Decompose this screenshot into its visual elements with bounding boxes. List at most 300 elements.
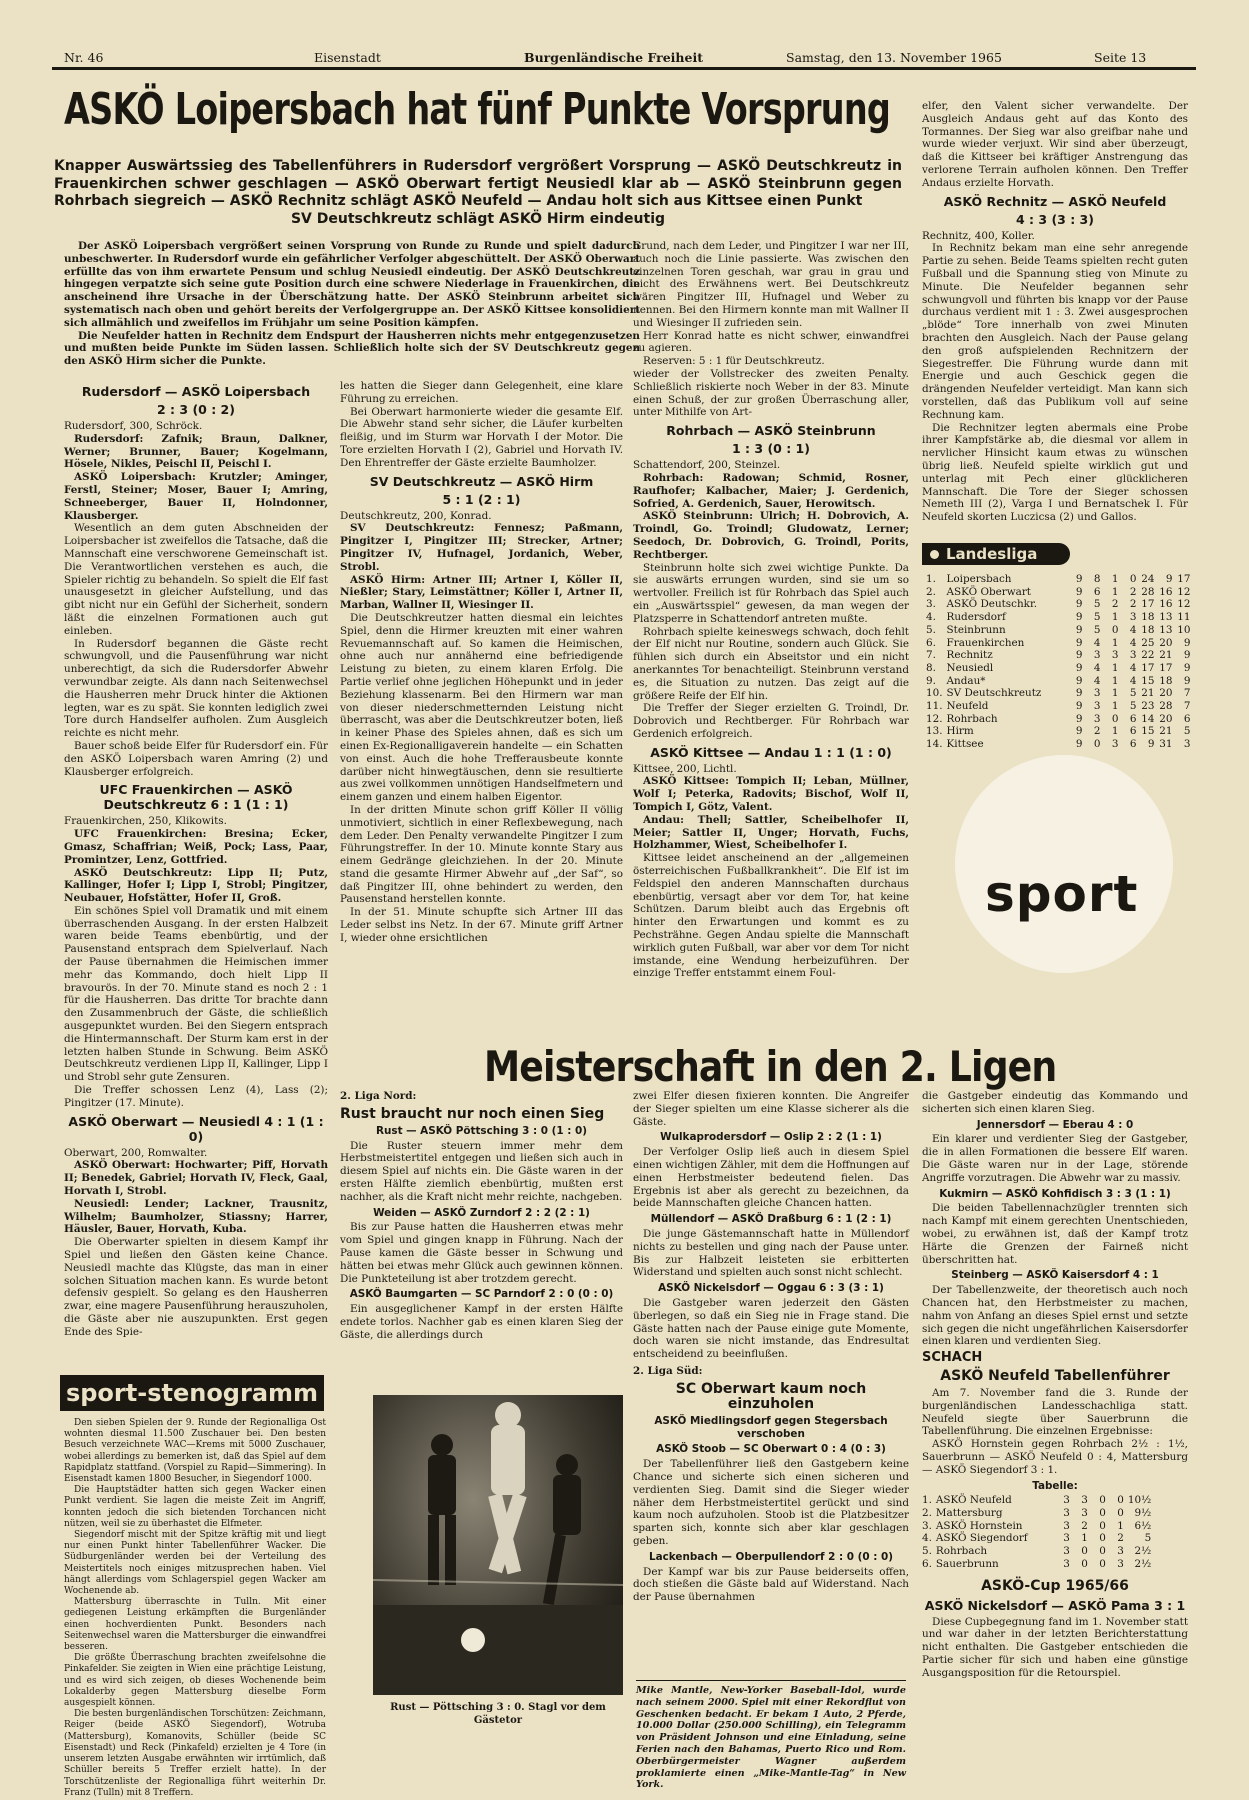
table-cell: 20 bbox=[1159, 687, 1173, 700]
column-3 bbox=[633, 240, 909, 1030]
paper-name: Burgenländische Freiheit bbox=[524, 50, 703, 65]
table-cell: 1 bbox=[1111, 611, 1119, 624]
table-cell: 22 bbox=[1141, 649, 1155, 662]
table-cell: 9 bbox=[1075, 649, 1083, 662]
table-cell: 9 bbox=[1075, 674, 1083, 687]
match-title: Kukmirn — ASKÖ Kohfidisch 3 : 3 (1 : 1) bbox=[939, 1187, 1171, 1200]
team-name: Steinbrunn bbox=[946, 623, 1006, 636]
team-name: SV Deutschkreutz bbox=[946, 687, 1042, 700]
paragraph: ASKÖ Oberwart: Hochwarter; Piff, Horvath II; Benedek, Gabriel; Horvath IV, Fleck, Gaal, Horvath I, Strobl. bbox=[64, 1159, 328, 1198]
page-header bbox=[64, 50, 1194, 66]
table-cell: 3 bbox=[1183, 738, 1191, 751]
team-name: Loipersbach bbox=[946, 573, 1012, 585]
table-cell: 9 bbox=[1075, 712, 1083, 725]
league-banner bbox=[922, 543, 1070, 565]
paragraph: Bauer schoß beide Elfer für Rudersdorf ein. Für den ASKÖ Loipersbach waren Amring (2) und Klausberger erfolgreich. bbox=[64, 739, 328, 778]
issue-number: Nr. 46 bbox=[64, 50, 104, 65]
table-cell: 0 bbox=[1099, 1557, 1106, 1570]
table-cell: 9 bbox=[1075, 585, 1083, 598]
table-cell: 3 bbox=[1093, 649, 1101, 662]
table-cell: 13. bbox=[926, 725, 943, 738]
table-cell: 0 bbox=[1117, 1494, 1124, 1507]
table-row bbox=[926, 738, 1195, 751]
table-cell: 3 bbox=[1063, 1507, 1070, 1520]
table-cell: 20 bbox=[1159, 636, 1173, 649]
table-cell: 24 bbox=[1141, 573, 1155, 585]
paragraph: Die Treffer der Sieger erzielten G. Troindl, Dr. Dobrovich und Rechtberger. Für Rohrbach war Gerdenich erfolgreich. bbox=[633, 702, 909, 740]
article-title: ASKÖ Neufeld Tabellenführer bbox=[940, 1367, 1170, 1384]
table-cell: 9 bbox=[1075, 636, 1083, 649]
table-cell: 18 bbox=[1141, 623, 1155, 636]
table-cell: 13 bbox=[1159, 623, 1173, 636]
team-name: Rohrbach bbox=[946, 712, 998, 725]
table-cell: 5 bbox=[1093, 598, 1101, 611]
match-title: Steinberg — ASKÖ Kaisersdorf 4 : 1 bbox=[951, 1269, 1159, 1282]
sport-logo-circle bbox=[955, 755, 1173, 973]
match-title: UFC Frauenkirchen — ASKÖ Deutschkreutz 6 : 1 (1 : 1) bbox=[99, 782, 293, 813]
paragraph: Diese Cupbegegnung fand im 1. November statt und war daher in der letzten Berichterstattung nicht enthalten. Die Gastgeber entschieden die Partie sicher für sich und haben eine günstige Ausgangsposition für die Retourspiel. bbox=[922, 1615, 1188, 1679]
table-cell: 3 bbox=[1117, 1545, 1124, 1558]
lead-paragraph: Der ASKÖ Loipersbach vergrößert seinen Vorsprung von Runde zu Runde und spielt dadurch unbeschwerter. In Rudersdorf wurde ein gefährlicher Verfolger abgeschüttelt. Der ASKÖ Oberwart erfüllte das von ihm erwartete Pensum und schlug Neusiedl eindeutig. Der ASKÖ Deutschkreutz hingegen verpatzte sich seine gute Position durch eine schwere Niederlage in Frauenkirchen, die anscheinend ihre Ursache in der Überschätzung hatte. Der ASKÖ Steinbrunn arbeitet sich systematisch nach oben und gehört bereits der Verfolgergruppe an. Der ASKÖ Kittsee konsolidiert sich allmählich und zweifellos im Frühjahr um seine Position kämpfen. bbox=[64, 240, 641, 329]
paragraph: Oberwart, 200, Romwalter. bbox=[64, 1146, 208, 1159]
table-cell: 6 bbox=[1129, 738, 1137, 751]
table-cell: 9 bbox=[1075, 700, 1083, 713]
table-cell: 1 bbox=[1111, 700, 1119, 713]
table-cell: 21 bbox=[1159, 725, 1173, 738]
issue-date: Samstag, den 13. November 1965 bbox=[786, 50, 1002, 65]
match-title: Weiden — ASKÖ Zurndorf 2 : 2 (2 : 1) bbox=[373, 1206, 590, 1219]
league-banner-label: Landesliga bbox=[946, 545, 1038, 563]
page-number: Seite 13 bbox=[1094, 50, 1147, 65]
table-cell: 8. bbox=[926, 661, 936, 674]
table-row bbox=[926, 687, 1195, 700]
liga-column-4 bbox=[922, 1090, 1188, 1795]
paragraph: wieder der Vollstrecker des zweiten Penalty. Schließlich riskierte noch Weber in der 83. Minute einen Schuß, der zur großen Überraschung aller, unter Mithilfe von Art- bbox=[633, 367, 909, 419]
match-title: ASKÖ Baumgarten — SC Parndorf 2 : 0 (0 : 0) bbox=[349, 1288, 614, 1301]
table-cell: 17 bbox=[1141, 661, 1155, 674]
chess-label: SCHACH bbox=[922, 1350, 983, 1366]
deck bbox=[54, 158, 902, 228]
table-cell: 7. bbox=[926, 649, 936, 662]
table-cell: 8 bbox=[1093, 573, 1101, 585]
table-cell: 3 bbox=[1093, 712, 1101, 725]
match-title: Wulkaprodersdorf — Oslip 2 : 2 (1 : 1) bbox=[660, 1131, 882, 1144]
paragraph: Mattersburg überraschte in Tulln. Mit einer gediegenen Leistung erkämpften die Burgenländer einen hochverdienten Punkt. Besonders nach Seitenwechsel waren die Mattersburger die einwandfrei besseren. bbox=[64, 1597, 326, 1653]
photo-caption: Rust — Pöttsching 3 : 0. Stagl vor dem Gästetor bbox=[390, 1702, 606, 1726]
table-cell: 11 bbox=[1177, 611, 1191, 624]
table-cell: 9 bbox=[1165, 573, 1173, 585]
paragraph: Die größte Überraschung brachten zweifelsohne die Pinkafelder. Sie zeigten in Wien eine prächtige Leistung, und es wird sich zeigen, ob dieses Wochenende beim Lokalderby gegen Mattersburg dieselbe Form ausgespielt können. bbox=[64, 1653, 326, 1709]
table-cell: 23 bbox=[1141, 700, 1155, 713]
table-cell: 7 bbox=[1183, 700, 1191, 713]
table-cell: 18 bbox=[1141, 611, 1155, 624]
paragraph: ASKÖ Hirm: Artner III; Artner I, Köller II, Nießler; Stary, Leimstättner; Köller I, Artner II, Marban, Wallner II, Wiesinger II. bbox=[340, 573, 623, 612]
table-cell: 2. bbox=[926, 585, 936, 598]
table-cell: 0 bbox=[1099, 1507, 1106, 1520]
table-cell: 6 bbox=[1129, 725, 1137, 738]
table-cell: 6. bbox=[926, 636, 936, 649]
paragraph: Die Gastgeber waren jederzeit den Gästen überlegen, so daß ein Sieg nie in Frage stand. Die Gäste hatten nach der Pause einige gute Momente, doch waren sie nicht imstande, das Endresultat entscheidend zu beeinflußen. bbox=[633, 1296, 909, 1361]
team-name: ASKÖ Oberwart bbox=[946, 585, 1031, 598]
table-cell: 28 bbox=[1159, 700, 1173, 713]
table-cell: 3 bbox=[1063, 1532, 1070, 1545]
table-cell: 9. bbox=[926, 674, 936, 687]
team-name: Rudersdorf bbox=[946, 611, 1006, 624]
table-cell: 5 bbox=[1144, 1532, 1152, 1545]
mantle-caption: Mike Mantle, New-Yorker Baseball-Idol, wurde nach seinem 2000. Spiel mit einer Rekordflut von Geschenken bedacht. Er bekam 1 Auto, 2 Pferde, 10.000 Dollar (250.000 Schilling), ein Telegramm von Präsident Johnson und eine Einladung, seine Ferien nach den Bahamas, Puerto Rico und Rom. Oberbürgermeister Wagner außerdem proklamierte einen „Mike-Mantle-Tag“ in New York. bbox=[636, 1685, 906, 1791]
table-cell: 3 bbox=[1093, 687, 1101, 700]
team-name: ASKÖ Hornstein bbox=[935, 1519, 1023, 1532]
table-cell: 2 bbox=[1093, 725, 1101, 738]
match-title: Rohrbach — ASKÖ Steinbrunn bbox=[666, 423, 876, 439]
table-cell: 9 bbox=[1075, 725, 1083, 738]
team-name: Kittsee bbox=[946, 738, 984, 751]
table-row bbox=[926, 624, 1195, 637]
table-cell: 1 bbox=[1111, 725, 1119, 738]
table-row bbox=[926, 573, 1195, 586]
table-row bbox=[926, 713, 1195, 726]
table-cell: 3 bbox=[1093, 700, 1101, 713]
table-cell: 9 bbox=[1075, 611, 1083, 624]
table-cell: 0 bbox=[1081, 1557, 1088, 1570]
table-cell: 6 bbox=[1093, 585, 1101, 598]
liga-nord-column bbox=[340, 1090, 623, 1395]
team-name: Andau* bbox=[946, 674, 986, 687]
match-title: SV Deutschkreutz — ASKÖ Hirm bbox=[369, 473, 594, 489]
table-cell: 4. bbox=[922, 1532, 932, 1545]
deck-main: Knapper Auswärtssieg des Tabellenführers in Rudersdorf vergrößert Vorsprung — ASKÖ Deutschkreutz in Frauenkirchen schwer geschlagen — ASKÖ Oberwart fertigt Neusiedl klar ab — ASKÖ Steinbrunn gegen Rohrbach siegreich — ASKÖ Rechnitz schlägt ASKÖ Neufeld — Andau holt sich aus Kittsee einen Punkt bbox=[54, 158, 902, 209]
table-cell: 9½ bbox=[1134, 1507, 1152, 1520]
table-cell: 15 bbox=[1141, 725, 1155, 738]
table-cell: 3 bbox=[1129, 611, 1137, 624]
paragraph: Bei Oberwart harmonierte wieder die gesamte Elf. Die Abwehr stand sehr sicher, die Läufer kurbelten fleißig, und im Sturm war Horvath I der Motor. Die Tore erzielten Horvath I (2), Gabriel und Horvath IV. Den Ehrentreffer der Gäste erzielte Baumholzer. bbox=[340, 405, 623, 469]
table-row bbox=[922, 1532, 1155, 1545]
table-cell: 3 bbox=[1117, 1557, 1124, 1570]
table-cell: 9 bbox=[1183, 649, 1191, 662]
match-photo bbox=[373, 1395, 623, 1695]
liga-column-3 bbox=[633, 1090, 909, 1690]
table-cell: 9 bbox=[1183, 636, 1191, 649]
paragraph: Die Hauptstädter hatten sich gegen Wacker einen Punkt verdient. Sie lagen die meiste Zeit im Angriff, konnten jedoch die sich bietenden Torchancen nicht nützen, weil sie zu überhastet die Elfmeter. bbox=[64, 1485, 326, 1529]
table-cell: 0 bbox=[1093, 738, 1101, 751]
table-cell: 3 bbox=[1081, 1494, 1088, 1507]
table-cell: 1 bbox=[1111, 636, 1119, 649]
table-row bbox=[922, 1494, 1155, 1507]
table-cell: 14. bbox=[926, 738, 943, 751]
table-cell: 2½ bbox=[1134, 1557, 1152, 1570]
paragraph: Bis zur Pause hatten die Hausherren etwas mehr vom Spiel und gingen knapp in Führung. Nach der Pause kamen die Gäste besser in Schwung und hätten bei etwas mehr Glück auch gewinnen können. Die Punkteteilung ist aber trotzdem gerecht. bbox=[340, 1221, 623, 1285]
table-cell: 5. bbox=[926, 623, 936, 636]
group-label: 2. Liga Süd: bbox=[633, 1364, 703, 1377]
table-cell: 10½ bbox=[1127, 1494, 1152, 1507]
table-cell: 4 bbox=[1129, 636, 1137, 649]
column-1 bbox=[64, 380, 328, 1395]
table-cell: 31 bbox=[1159, 738, 1173, 751]
table-row bbox=[926, 675, 1195, 688]
match-title: ASKÖ Oberwart — Neusiedl 4 : 1 (1 : 0) bbox=[68, 1113, 324, 1144]
team-name: Sauerbrunn bbox=[935, 1557, 999, 1570]
table-cell: 3 bbox=[1111, 649, 1119, 662]
paragraph: Reserven: 5 : 1 für Deutschkreutz. bbox=[643, 355, 825, 368]
column-4 bbox=[922, 100, 1188, 540]
table-cell: 9 bbox=[1075, 738, 1083, 751]
table-cell: 0 bbox=[1111, 623, 1119, 636]
paragraph: ASKÖ Deutschkreutz: Lipp II; Putz, Kallinger, Hofer I; Lipp I, Strobl; Pingitzer, Neubauer, Hofstätter, Hofer II, Groß. bbox=[64, 866, 328, 905]
paragraph: Frauenkirchen, 250, Klikowits. bbox=[64, 815, 227, 828]
paragraph: Die Deutschkreutzer hatten diesmal ein leichtes Spiel, denn die Hirmer kreuzten mit einer wahren Revuemannschaft auf. So kamen die Heimischen, ohne auch nur annähernd eine befriedigende Leistung zu bieten, zu einem klaren Erfolg. Die Partie verlief ohne jeglichen Höhepunkt und in jeder Beziehung klassenarm. Bei den Hirmern war man von dieser niederschmetternden Leistung nicht überrascht, was aber die Deutschkreutzer boten, ließ in keiner Phase des Spieles ahnen, daß es sich um einen Ex-Regionalligaverein handelte — ein Schatten von einst. Auch die hohe Trefferausbeute konnte darüber nicht hinwegtäuschen, denn sie resultierte aus zwei vollkommen unnötigen Handselfmetern und einem ganzen und einem halben Eigentor. bbox=[340, 611, 623, 804]
table-cell: 1 bbox=[1117, 1519, 1124, 1532]
table-cell: 3 bbox=[1111, 738, 1119, 751]
paragraph: Grund, nach dem Leder, und Pingitzer I war ner III, auch noch die Linie passierte. Was zwischen den einzelnen Toren geschah, war grau in grau und nicht des Erwähnens wert. Bei Deutschkreutz wären Pingitzer III, Hufnagel und Weber zu nennen. Bei den Hirmern konnte man mit Wallner II und Wiesinger II zufrieden sein. bbox=[633, 240, 909, 329]
paragraph: Wesentlich an dem guten Abschneiden der Loipersbacher ist zweifellos die Tatsache, daß die Mannschaft eine verschworene Gemeinschaft ist. Die Verantwortlichen verstehen es auch, die Spieler richtig zu behandeln. So spielt die Elf fast unausgesetzt in gleicher Aufstellung, und das gibt nicht nur ein Gefühl der Sicherheit, sondern läßt die einzelnen Formationen auch gut einleben. bbox=[64, 522, 328, 637]
team-name: Rohrbach bbox=[935, 1545, 988, 1558]
main-headline: ASKÖ Loipersbach hat fünf Punkte Vorsprung bbox=[64, 84, 891, 135]
table-cell: 12 bbox=[1177, 585, 1191, 598]
table-cell: 5. bbox=[922, 1545, 932, 1558]
paragraph: ASKÖ Hornstein gegen Rohrbach 2½ : 1½, Sauerbrunn — ASKÖ Neufeld 0 : 4, Mattersburg — ASKÖ Siegendorf 3 : 1. bbox=[922, 1438, 1188, 1476]
table-cell: 3 bbox=[1129, 649, 1137, 662]
table-cell: 0 bbox=[1111, 712, 1119, 725]
group-label: 2. Liga Nord: bbox=[340, 1090, 417, 1102]
table-cell: 12 bbox=[1177, 598, 1191, 611]
match-title: ASKÖ Nickelsdorf — ASKÖ Pama 3 : 1 bbox=[924, 1597, 1186, 1613]
team-name: ASKÖ Deutschkr. bbox=[946, 598, 1038, 611]
match-score: 5 : 1 (2 : 1) bbox=[442, 491, 521, 507]
table-cell: 1. bbox=[926, 573, 936, 585]
table-cell: 1 bbox=[1111, 687, 1119, 700]
paragraph: Die Treffer schossen Lenz (4), Lass (2); Pingitzer (17. Minute). bbox=[64, 1084, 328, 1109]
match-score: 2 : 3 (0 : 2) bbox=[157, 402, 235, 417]
table-cell: 4 bbox=[1129, 661, 1137, 674]
lead-paragraphs bbox=[64, 240, 640, 368]
table-cell: 3 bbox=[1063, 1519, 1070, 1532]
paragraph: In Rechnitz bekam man eine sehr anregende Partie zu sehen. Beide Teams spielten recht guten Fußball und die Spannung stieg von Minute zu Minute. Die Neufelder begannen sehr schwungvoll und führten bis knapp vor der Pause durchaus verdient mit 1 : 3. Zwei ausgesprochen „blöde“ Tore innerhalb von zwei Minuten brachten den Ausgleich. Nach der Pause gelang den groß aufspielenden Rechnitzern der Siegestreffer. Die Führung wurde dann mit Energie und auch Geschick gegen die drängenden Neufelder verteidigt. Man kann sich vorstellen, daß das Publikum voll auf seine Rechnung kam. bbox=[922, 242, 1188, 421]
table-cell: 3 bbox=[1063, 1557, 1070, 1570]
paragraph: In der dritten Minute schon griff Köller II völlig unmotiviert, sichtlich in einer Reflexbewegung, nach dem Leder. Den Penalty verwandelte Pingitzer I zum Führungstreffer. In der 10. Minute konnte Stary aus einem Gedränge gleichziehen. In der 20. Minute stand die gesamte Hirmer Abwehr auf „der Saf“, so daß Pingitzer III, ohne behindert zu werden, den Pausenstand herstellen konnte. bbox=[340, 803, 623, 906]
table-row bbox=[922, 1507, 1155, 1520]
article-subtitle: ASKÖ Miedlingsdorf gegen Stegersbach verschoben bbox=[654, 1414, 888, 1440]
table-row bbox=[922, 1558, 1155, 1571]
table-cell: 0 bbox=[1099, 1519, 1106, 1532]
table-cell: 0 bbox=[1099, 1494, 1106, 1507]
paragraph: Die Rechnitzer legten abermals eine Probe ihrer Kampfstärke ab, die diesmal vor allem in nervlicher Hinsicht kaum etwas zu wünschen übrig ließ. Neufeld spielte wirklich gut und unterlag mit Pech einer glücklicheren Mannschaft. Die Tore der Sieger schossen Nemeth III (2), Varga I und Bernatschek I. Für Neufeld skorten Luczicsa (2) und Gallos. bbox=[922, 421, 1188, 524]
paragraph: In der 51. Minute schupfte sich Artner III das Leder selbst ins Netz. In der 67. Minute griff Artner I, wieder ohne ersichtlichen bbox=[340, 906, 623, 944]
article-title: SC Oberwart kaum noch einzuholen bbox=[675, 1380, 867, 1412]
table-cell: 6 bbox=[1129, 712, 1137, 725]
match-title: Lackenbach — Oberpullendorf 2 : 0 (0 : 0) bbox=[649, 1550, 893, 1563]
lead-paragraph: Die Neufelder hatten in Rechnitz dem Endspurt der Hausherren nichts mehr entgegenzusetzen und mußten beide Punkte im Süden lassen. Schließlich holte sich der SV Deutschkreutz gegen den ASKÖ Hirm sicher die Punkte. bbox=[64, 329, 640, 368]
paragraph: Der Tabellenzweite, der theoretisch auch noch Chancen hat, den Herbstmeister zu machen, nahm von Anfang an dieses Spiel ernst und setzte sich gegen die nicht ungefährlichen Kaisersdorfer einen klaren und verdienten Sieg. bbox=[922, 1284, 1188, 1348]
steno-column bbox=[64, 1418, 326, 1798]
cup-title: ASKÖ-Cup 1965/66 bbox=[981, 1577, 1129, 1594]
paragraph: zwei Elfer diesen fixieren konnten. Die Angreifer der Sieger spielten um eine Klasse sicherer als die Gäste. bbox=[633, 1090, 909, 1128]
table-cell: 1 bbox=[1111, 573, 1119, 585]
match-title: Rust — ASKÖ Pöttsching 3 : 0 (1 : 0) bbox=[376, 1124, 587, 1137]
team-name: Hirm bbox=[946, 725, 974, 738]
table-cell: 15 bbox=[1141, 674, 1155, 687]
table-cell: 13 bbox=[1159, 611, 1173, 624]
table-cell: 14 bbox=[1141, 712, 1155, 725]
match-title: ASKÖ Stoob — SC Oberwart 0 : 4 (0 : 3) bbox=[656, 1443, 886, 1456]
table-cell: 17 bbox=[1177, 573, 1191, 585]
table-cell: 1. bbox=[922, 1494, 932, 1507]
column-2 bbox=[340, 380, 623, 1030]
table-row bbox=[926, 725, 1195, 738]
table-cell: 5 bbox=[1129, 687, 1137, 700]
team-name: Neusiedl bbox=[946, 661, 994, 674]
paragraph: Kittsee, 200, Lichtl. bbox=[633, 762, 737, 775]
table-row bbox=[926, 662, 1195, 675]
paragraph: Steinbrunn holte sich zwei wichtige Punkte. Da sie auswärts errungen wurden, sind sie um so wertvoller. Freilich ist für Rohrbach das Spiel auch ein „Auswärtsspiel“ gewesen, da man wegen der Platzsperre in Schattendorf antreten mußte. bbox=[633, 561, 909, 625]
paragraph: Die Oberwarter spielten in diesem Kampf ihr Spiel und ließen den Gästen keine Chance. Neusiedl machte das Klügste, das man in einer solchen Situation machen kann. Es wurde betont defensiv gespielt. So gelang es den Hausherren zwar, eine magere Pausenführung herauszuholen, die Gäste aber nie auszupunkten. Erst gegen Ende des Spie- bbox=[64, 1236, 328, 1338]
table-cell: 16 bbox=[1159, 585, 1173, 598]
team-name: Neufeld bbox=[946, 700, 989, 713]
paragraph: Neusiedl: Lender; Lackner, Trausnitz, Wilhelm; Baumholzer, Stiassny; Harrer, Häusler, Bauer, Horvath, Kuba. bbox=[64, 1197, 328, 1236]
match-title: ASKÖ Nickelsdorf — Oggau 6 : 3 (3 : 1) bbox=[658, 1282, 884, 1295]
bullet-icon bbox=[930, 550, 939, 559]
table-cell: 9 bbox=[1183, 661, 1191, 674]
paragraph: Der Kampf war bis zur Pause beiderseits offen, doch stießen die Gäste bald auf Widerstand. Nach der Pause übernahmen bbox=[633, 1565, 909, 1604]
table-row bbox=[926, 586, 1195, 599]
table-cell: 0 bbox=[1129, 573, 1137, 585]
table-cell: 5 bbox=[1129, 700, 1137, 713]
paragraph: Der Tabellenführer ließ den Gastgebern keine Chance und sicherte sich einen sicheren und verdienten Sieg. Damit sind die Sieger wieder näher dem Herbstmeistertitel gerückt und sind kaum noch aufzuholen. Stoob ist die Platzbesitzer sparten sich, konnte sich aber klar geschlagen geben. bbox=[633, 1458, 909, 1547]
table-cell: 4 bbox=[1129, 623, 1137, 636]
team-name: Mattersburg bbox=[935, 1507, 1003, 1520]
table-cell: 4. bbox=[926, 611, 936, 624]
table-cell: 2½ bbox=[1134, 1545, 1152, 1558]
paragraph: die Gastgeber eindeutig das Kommando und sicherten sich einen klaren Sieg. bbox=[922, 1090, 1188, 1115]
table-cell: 17 bbox=[1159, 661, 1173, 674]
paragraph: Schattendorf, 200, Steinzel. bbox=[633, 459, 781, 472]
paragraph: ASKÖ Kittsee: Tompich II; Leban, Müllner, Wolf I; Peterka, Radovits; Bischof, Wolf II, Tompich I, Götz, Valent. bbox=[633, 775, 909, 814]
table-cell: 6. bbox=[922, 1557, 932, 1570]
table-row bbox=[922, 1545, 1155, 1558]
bottom-headline: Meisterschaft in den 2. Ligen bbox=[484, 1042, 1057, 1091]
table-cell: 21 bbox=[1159, 649, 1173, 662]
table-cell: 18 bbox=[1159, 674, 1173, 687]
deck-last: SV Deutschkreutz schlägt ASKÖ Hirm eindeutig bbox=[290, 210, 666, 227]
paragraph: UFC Frauenkirchen: Bresina; Ecker, Gmasz, Schaffrian; Weiß, Pock; Lass, Paar, Promintzer, Lenz, Gottfried. bbox=[64, 828, 328, 866]
paragraph: Rohrbach: Radowan; Schmid, Rosner, Raufhofer; Kalbacher, Maier; J. Gerdenich, Sofried, A. Gerdenich, Sauer, Herowitsch. bbox=[633, 471, 909, 510]
table-cell: 4 bbox=[1129, 674, 1137, 687]
paragraph: ASKÖ Steinbrunn: Ulrich; H. Dobrovich, A. Troindl, Go. Troindl; Gludowatz, Lerner; Seedoch, Dr. Dobrovich, G. Troindl, Porits, Rechtberger. bbox=[633, 510, 909, 561]
match-title: Rudersdorf — ASKÖ Loipersbach bbox=[81, 384, 311, 399]
paragraph: Ein schönes Spiel voll Dramatik und mit einem überraschenden Ausgang. In der ersten Halbzeit waren beide Teams ebenbürtig, und der Pausenstand entsprach dem Spielverlauf. Nach der Pause übernahmen die Heimischen immer mehr das Kommando, doch hielt Lipp II bravourös. In der 70. Minute stand es noch 2 : 1 für die Hausherren. Das dritte Tor brachte dann den Zusammenbruch der Gäste, die schließlich ausgepunktet wurden. Bei den Siegern entsprach die Hintermannschaft. Der Sturm kam erst in der letzten halben Stunde in Schwung. Beim ASKÖ Deutschkreutz verdienen Lipp II, Kallinger, Lipp I und Strobl sehr gute Zensuren. bbox=[64, 904, 328, 1084]
table-cell: 3 bbox=[1063, 1494, 1070, 1507]
photo-image bbox=[373, 1395, 623, 1695]
paragraph: Siegendorf mischt mit der Spitze kräftig mit und liegt nur einen Punkt hinter Tabellenführer Wacker. Die Südburgenländer werden bei der Verteilung des Meistertitels noch einiges mitzusprechen haben. Viel hängt allerdings vom Schlagerspiel gegen Wacker am Wochenende ab. bbox=[64, 1530, 326, 1597]
table-cell: 2 bbox=[1117, 1532, 1124, 1545]
caption-rule bbox=[636, 1680, 906, 1681]
table-cell: 5 bbox=[1093, 611, 1101, 624]
table-cell: 2 bbox=[1081, 1519, 1088, 1532]
table-cell: 1 bbox=[1111, 674, 1119, 687]
sport-logo: sport bbox=[985, 865, 1139, 923]
team-name: Frauenkirchen bbox=[946, 636, 1025, 649]
table-cell: 3. bbox=[926, 598, 936, 611]
table-cell: 16 bbox=[1159, 598, 1173, 611]
table-cell: 1 bbox=[1111, 661, 1119, 674]
match-score: 4 : 3 (3 : 3) bbox=[1016, 211, 1094, 227]
table-cell: 20 bbox=[1159, 712, 1173, 725]
table-cell: 5 bbox=[1183, 725, 1191, 738]
table-cell: 2 bbox=[1129, 585, 1137, 598]
city: Eisenstadt bbox=[314, 50, 381, 65]
match-title: ASKÖ Rechnitz — ASKÖ Neufeld bbox=[943, 193, 1167, 209]
table-cell: 10. bbox=[926, 687, 943, 700]
table-row bbox=[922, 1520, 1155, 1533]
team-name: Rechnitz bbox=[946, 649, 993, 662]
paragraph: Andau: Thell; Sattler, Scheibelhofer II, Meier; Sattler II, Unger; Horvath, Fuchs, Holzhammer, Wiest, Scheibelhofer I. bbox=[633, 813, 909, 852]
match-title: Jennersdorf — Eberau 4 : 0 bbox=[976, 1118, 1134, 1131]
table-cell: 2 bbox=[1111, 598, 1119, 611]
paragraph: Deutschkreutz, 200, Konrad. bbox=[340, 509, 492, 522]
table-cell: 3 bbox=[1063, 1545, 1070, 1558]
table-cell: 1 bbox=[1081, 1532, 1088, 1545]
table-cell: 0 bbox=[1099, 1532, 1106, 1545]
chess-table-title: Tabelle: bbox=[1032, 1479, 1078, 1492]
table-cell: 25 bbox=[1141, 636, 1155, 649]
paragraph: Rohrbach spielte keineswegs schwach, doch fehlt der Elf nicht nur Routine, sondern auch Glück. Sie fühlen sich durch ein Abseitstor und ein nicht anerkanntes Tor benachteiligt. Steinbrunn verstand es, die Situation zu nutzen. Das zeigt auf die größere Reife der Elf hin. bbox=[633, 625, 909, 702]
paragraph: Die junge Gästemannschaft hatte in Müllendorf nichts zu bestellen und ging nach der Pause unter. Bis zur Halbzeit leisteten sie erbitterten Widerstand und spielten auch sonst nicht schlecht. bbox=[633, 1227, 909, 1279]
match-score: 1 : 3 (0 : 1) bbox=[732, 441, 810, 457]
table-cell: 4 bbox=[1093, 661, 1101, 674]
table-cell: 28 bbox=[1141, 585, 1155, 598]
table-row bbox=[926, 637, 1195, 650]
table-cell: 3 bbox=[1081, 1507, 1088, 1520]
paragraph: ASKÖ Loipersbach: Krutzler; Aminger, Ferstl, Steiner; Moser, Bauer I; Amring, Schneeberger, Bauer II, Holndonner, Klausberger. bbox=[64, 471, 328, 522]
paragraph: Ein ausgeglichener Kampf in der ersten Hälfte endete torlos. Nachher gab es einen klaren Sieg der Gäste, die allerdings durch bbox=[340, 1303, 623, 1341]
team-name: ASKÖ Neufeld bbox=[935, 1494, 1012, 1507]
table-cell: 0 bbox=[1117, 1507, 1124, 1520]
table-cell: 21 bbox=[1141, 687, 1155, 700]
table-cell: 2 bbox=[1129, 598, 1137, 611]
table-row bbox=[926, 649, 1195, 662]
match-title: ASKÖ Kittsee — Andau 1 : 1 (1 : 0) bbox=[650, 744, 892, 760]
table-cell: 6 bbox=[1183, 712, 1191, 725]
table-cell: 9 bbox=[1075, 573, 1083, 585]
team-name: ASKÖ Siegendorf bbox=[935, 1532, 1028, 1545]
table-cell: 10 bbox=[1177, 623, 1191, 636]
table-row bbox=[926, 700, 1195, 713]
paragraph: Rechnitz, 400, Koller. bbox=[922, 229, 1035, 242]
paragraph: SV Deutschkreutz: Fennesz; Paßmann, Pingitzer I, Pingitzer III; Strecker, Artner; Pingitzer IV, Hufnagel, Jordanich, Weber, Strobl. bbox=[340, 522, 623, 573]
header-rule bbox=[52, 67, 1196, 70]
table-cell: 11. bbox=[926, 700, 943, 713]
table-cell: 9 bbox=[1075, 687, 1083, 700]
table-row bbox=[926, 598, 1195, 611]
chess-table bbox=[922, 1494, 1155, 1570]
table-cell: 9 bbox=[1075, 661, 1083, 674]
paragraph: elfer, den Valent sicher verwandelte. Der Ausgleich Andaus geht auf das Konto des Tormannes. Der Sieg war also greifbar nahe und wurde wieder verjuxt. Wir sind aber überzeugt, daß die Kittseer bei kräftiger Anstrengung das verlorene Terrain aufholen können. Den Treffer Andaus erzielte Horvath. bbox=[922, 100, 1188, 189]
paragraph: les hatten die Sieger dann Gelegenheit, eine klare Führung zu erreichen. bbox=[340, 380, 623, 405]
table-cell: 9 bbox=[1075, 623, 1083, 636]
paragraph: Ein klarer und verdienter Sieg der Gastgeber, die in allen Formationen die bessere Elf waren. Die Gäste waren nur in der Lage, störende Angriffe vorzutragen. Die Abwehr war zu massiv. bbox=[922, 1133, 1188, 1184]
table-cell: 3. bbox=[922, 1519, 932, 1532]
paragraph: Herr Konrad hatte es nicht schwer, einwandfrei zu agieren. bbox=[633, 329, 909, 355]
paragraph: Rudersdorf: Zafnik; Braun, Dalkner, Werner; Brunner, Bauer; Kogelmann, Hösele, Nikles, Peischl II, Peischl I. bbox=[64, 432, 328, 471]
table-cell: 4 bbox=[1093, 636, 1101, 649]
table-cell: 0 bbox=[1081, 1545, 1088, 1558]
paragraph: In Rudersdorf begannen die Gäste recht schwungvoll, und die Pausenführung war nicht unberechtigt, da sich die Rudersdorfer Abwehr verwundbar zeigte. Als dann nach Seitenwechsel die Hausherren mehr Druck hinter die Aktionen legten, war es zu spät. Sie konnten lediglich zwei Tore durch Handselfer aufholen. Zum Ausgleich reichte es nicht mehr. bbox=[64, 637, 328, 740]
table-cell: 6½ bbox=[1134, 1519, 1152, 1532]
table-cell: 2. bbox=[922, 1507, 932, 1520]
paragraph: Die besten burgenländischen Torschützen: Zeichmann, Reiger (beide ASKÖ Siegendorf), Wotruba (Mattersburg), Komanovits, Schüller (beide SC Eisenstadt) und Reck (Pinkafeld) erzielten je 4 Tore (in unserem letzten Ausgabe erwähnten wir irrtümlich, daß Schüller bereits 5 Treffer erzielt hatte). In der Torschützenliste der Regionalliga führt weiterhin Dr. Franz (Tulln) mit 8 Treffern. bbox=[64, 1709, 326, 1798]
paragraph: Rudersdorf, 300, Schröck. bbox=[64, 420, 203, 432]
paragraph: Die Ruster steuern immer mehr dem Herbstmeistertitel entgegen und ließen sich auch in diesem Spiel auf nichts ein. Die Gäste waren in der ersten Hälfte ziemlich ebenbürtig, mußten erst nachher, als die Kraft nicht mehr reichte, nachgeben. bbox=[340, 1139, 623, 1203]
steno-banner: sport-stenogramm bbox=[60, 1375, 324, 1411]
